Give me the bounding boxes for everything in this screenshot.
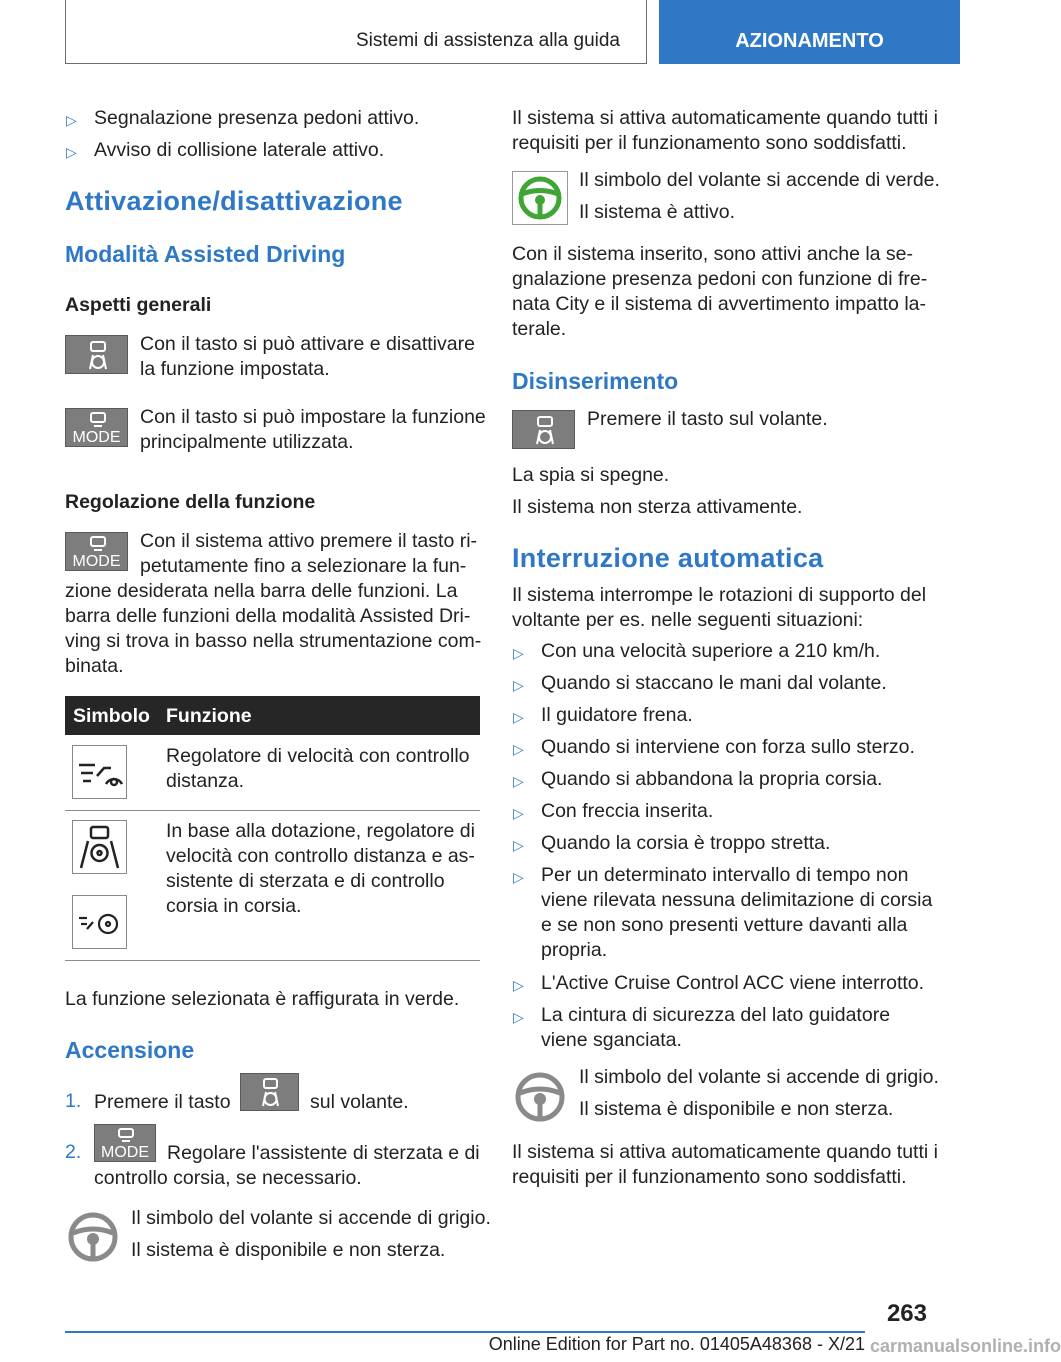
steering-wheel-green-icon [512,171,568,225]
engaged-text: nata City e il sistema di avvertimento impatto la- [512,293,926,315]
heading-assisted-driving: Modalità Assisted Driving [65,241,346,267]
step1-text-b: sul volante. [310,1091,409,1113]
bullet-triangle-icon: ▷ [513,1009,524,1025]
interrupt-bullet-text: Quando si abbandona la propria corsia. [541,768,883,790]
general-text-2: Con il tasto si può impostare la funzione [140,406,486,428]
interrupt-bullet-text: Per un determinato intervallo di tempo non [541,864,909,886]
engaged-text: gnalazione presenza pedoni con funzione di fre- [512,268,928,290]
bullet-triangle-icon: ▷ [513,677,524,693]
mode-button-icon [94,1124,156,1162]
regulation-text: binata. [65,655,124,677]
table-row2-text: In base alla dotazione, regolatore di [166,820,475,842]
grey-note: Il sistema è disponibile e non sterza. [131,1239,446,1261]
interrupt-bullet-text: Quando si interviene con forza sullo sterzo. [541,736,915,758]
bullet-triangle-icon: ▷ [513,741,524,757]
green-note: Il sistema è attivo. [579,201,736,223]
bullet-text: Segnalazione presenza pedoni attivo. [94,107,420,129]
table-row2-text: velocità con controllo distanza e as- [166,845,475,867]
bullet-triangle-icon: ▷ [513,773,524,789]
bullet-text: Avviso di collisione laterale attivo. [94,139,385,161]
green-note: Il simbolo del volante si accende di verde. [579,169,940,191]
table-row1-text: distanza. [166,770,245,792]
heading-off: Disinserimento [512,368,679,394]
chapter-tab[interactable] [659,0,960,64]
mode-label: MODE [72,553,121,570]
steering-wheel-grey-icon [65,1209,121,1265]
header-section-box [65,0,647,64]
selected-note: La funzione selezionata è raffigurata in verde. [65,988,460,1010]
interrupt-bullet-text: propria. [541,939,608,961]
bullet-triangle-icon: ▷ [513,869,524,885]
outro-text: Il sistema si attiva automaticamente quando tutti i [512,1141,938,1163]
interrupt-bullet-text: viene rilevata nessuna delimitazione di corsia [541,889,933,911]
footer-rule [65,1331,865,1333]
bullet-triangle-icon: ▷ [66,112,77,128]
bullet-triangle-icon: ▷ [513,977,524,993]
chapter-tab-label: AZIONAMENTO [735,30,884,52]
interrupt-bullet-text: Quando la corsia è troppo stretta. [541,832,831,854]
interrupt-intro: Il sistema interrompe le rotazioni di supporto del [512,584,927,606]
interrupt-bullet-text: Quando si staccano le mani dal volante. [541,672,887,694]
table-col-function: Funzione [166,705,252,727]
heading-on: Accensione [65,1037,195,1063]
table-header [65,696,480,735]
footer-edition: Online Edition for Part no. 01405A48368 - X/21 [488,1334,865,1354]
off-text-1: La spia si spegne. [512,464,670,486]
table-divider [65,810,480,811]
bullet-triangle-icon: ▷ [513,805,524,821]
heading-regulation: Regolazione della funzione [65,491,316,513]
outro-text: requisiti per il funzionamento sono soddisfatti. [512,1166,907,1188]
watermark: carmanualsonline.info [870,1336,1061,1356]
interrupt-bullet-text: Il guidatore frena. [541,704,693,726]
interrupt-bullet-text: Con freccia inserita. [541,800,714,822]
assist-button-icon [512,410,575,449]
step1-text: Premere il tasto [94,1091,231,1113]
step-number: 1. [65,1090,82,1112]
general-text-2b: principalmente utilizzata. [140,431,354,453]
grey-note: Il sistema è disponibile e non sterza. [579,1098,894,1120]
mode-label: MODE [72,429,121,446]
interrupt-bullet-text: L'Active Cruise Control ACC viene interrotto. [541,972,925,994]
bullet-triangle-icon: ▷ [513,709,524,725]
steering-assist-symbol-icon [72,820,127,874]
regulation-text: Con il sistema attivo premere il tasto ri- [140,530,478,552]
table-col-symbol: Simbolo [73,705,150,727]
lane-wheel-symbol-icon [72,895,127,949]
regulation-text: ving si trova in basso nella strumentazione com- [65,630,482,652]
table-divider [65,960,480,961]
page-number: 263 [886,1300,927,1327]
mode-label: MODE [101,1144,149,1161]
intro-text: requisiti per il funzionamento sono soddisfatti. [512,132,907,154]
interrupt-bullet-text: Con una velocità superiore a 210 km/h. [541,640,881,662]
bullet-triangle-icon: ▷ [513,645,524,661]
step2-text: controllo corsia, se necessario. [94,1167,362,1189]
off-text: Premere il tasto sul volante. [587,408,828,430]
engaged-text: Con il sistema inserito, sono attivi anche la se- [512,243,914,265]
grey-note: Il simbolo del volante si accende di grigio. [131,1207,491,1229]
off-text-2: Il sistema non sterza attivamente. [512,496,803,518]
interrupt-bullet-text: viene sganciata. [541,1029,682,1051]
interrupt-intro: voltante per es. nelle seguenti situazioni: [512,609,864,631]
grey-note: Il simbolo del volante si accende di grigio. [579,1066,939,1088]
heading-activation: Attivazione/disattivazione [65,186,403,216]
regulation-text: zione desiderata nella barra delle funzioni. La [65,580,458,602]
acc-symbol-icon [72,745,127,799]
engaged-text: terale. [512,318,567,340]
heading-interrupt: Interruzione automatica [512,543,824,573]
step-number: 2. [65,1141,82,1163]
table-row2-text: corsia in corsia. [166,895,302,917]
interrupt-bullet-text: e se non sono presenti vetture davanti alla [541,914,908,936]
intro-text: Il sistema si attiva automaticamente quando tutti i [512,107,938,129]
interrupt-bullet-text: La cintura di sicurezza del lato guidatore [541,1004,891,1026]
heading-general: Aspetti generali [65,294,212,316]
table-row1-text: Regolatore di velocità con controllo [166,745,470,767]
header-section-title: Sistemi di assistenza alla guida [355,30,620,51]
regulation-text: petutamente fino a selezionare la fun- [140,555,467,577]
step2-text: Regolare l'assistente di sterzata e di [167,1142,480,1164]
steering-wheel-grey-icon [512,1069,568,1125]
assist-button-icon [65,335,128,374]
bullet-triangle-icon: ▷ [513,837,524,853]
mode-button-icon [65,532,128,571]
assist-button-icon [240,1073,299,1111]
regulation-text: barra delle funzioni della modalità Assisted Dri- [65,605,471,627]
bullet-triangle-icon: ▷ [66,144,77,160]
general-text-1b: la funzione impostata. [140,358,330,380]
general-text-1: Con il tasto si può attivare e disattivare [140,333,475,355]
mode-button-icon [65,408,128,447]
table-row2-text: sistente di sterzata e di controllo [166,870,445,892]
